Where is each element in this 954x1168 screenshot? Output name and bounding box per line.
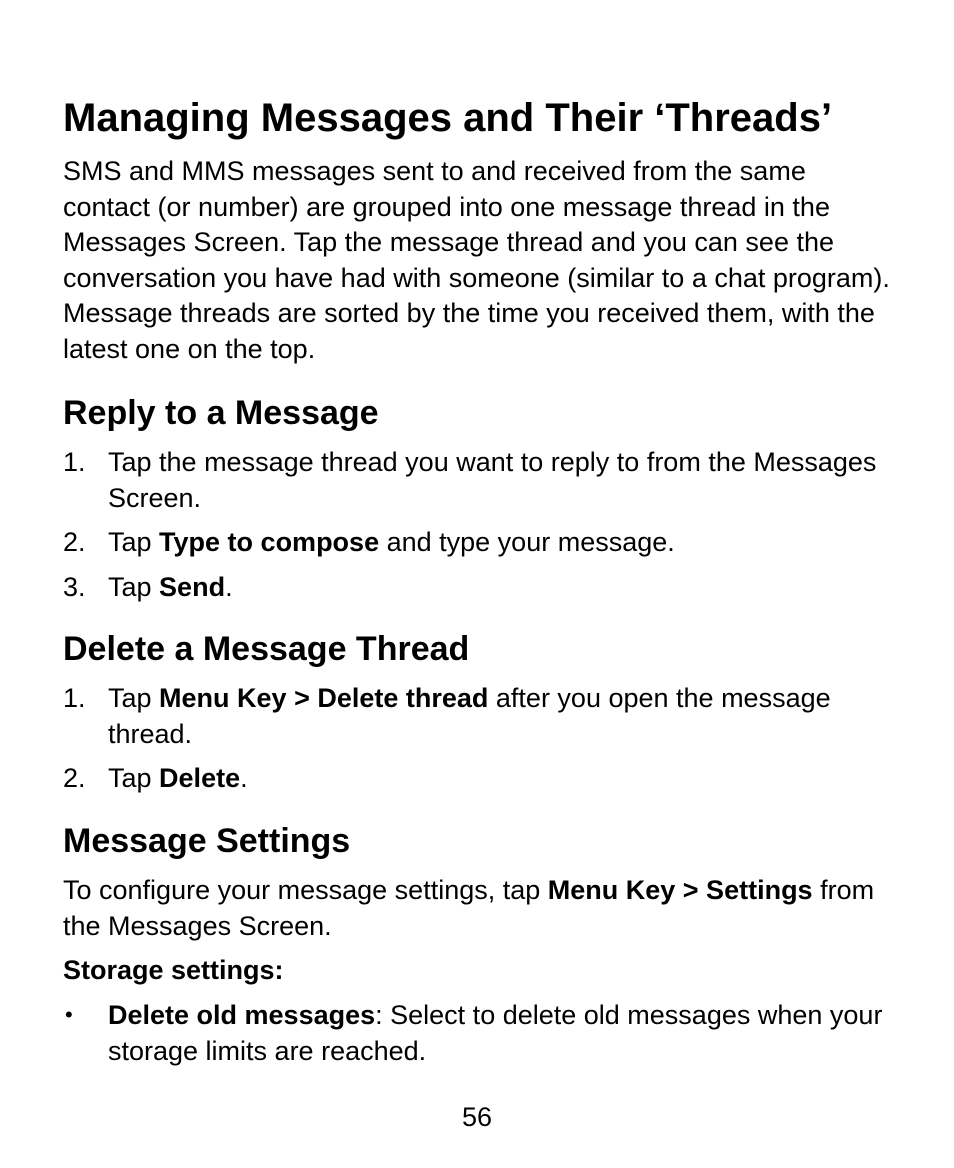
- step-number: 1.: [63, 683, 86, 713]
- step-number: 2.: [63, 763, 86, 793]
- settings-heading: Message Settings: [63, 822, 351, 860]
- reply-step-2: [63, 524, 893, 560]
- delete-step-1: [63, 680, 893, 752]
- settings-intro-pre: To configure your message settings, tap: [63, 875, 548, 905]
- reply-step-1: [63, 444, 893, 516]
- step-number: 1.: [63, 447, 86, 477]
- step-text: Tap the message thread you want to reply to from the Messages Screen.: [108, 447, 877, 513]
- step-text-pre: Tap: [108, 527, 160, 557]
- step-text-pre: Tap: [108, 763, 160, 793]
- reply-step-3: [63, 569, 893, 605]
- bullet-text-bold: Delete old messages: [108, 1000, 376, 1030]
- step-text-bold: Menu Key > Delete thread: [159, 683, 489, 713]
- step-text: [108, 760, 893, 796]
- delete-heading: Delete a Message Thread: [63, 630, 470, 668]
- settings-intro-post: from the Messages Screen.: [63, 875, 875, 941]
- settings-intro: [63, 872, 893, 944]
- page-number: 56: [461, 1102, 493, 1132]
- step-text-post: .: [240, 763, 248, 793]
- reply-heading: Reply to a Message: [63, 394, 379, 432]
- step-text-bold: Delete: [159, 763, 241, 793]
- bullet-text: [108, 997, 893, 1069]
- step-text-bold: Type to compose: [159, 527, 380, 557]
- settings-intro-bold: Menu Key > Settings: [547, 875, 813, 905]
- settings-bullet-item: [63, 997, 893, 1069]
- step-text: [108, 524, 893, 560]
- step-text-post: .: [225, 572, 233, 602]
- delete-step-2: [63, 760, 893, 796]
- step-text-post: and type your message.: [379, 527, 675, 557]
- step-text: [108, 680, 893, 752]
- storage-settings-label: Storage settings:: [63, 955, 284, 985]
- step-text: [108, 569, 893, 605]
- step-text-post: after you open the message thread.: [108, 683, 831, 749]
- step-text-pre: Tap: [108, 572, 160, 602]
- bullet-icon: •: [65, 1002, 73, 1027]
- step-text-bold: Send: [159, 572, 226, 602]
- step-text-pre: Tap: [108, 683, 160, 713]
- step-number: 2.: [63, 527, 86, 557]
- intro-paragraph: SMS and MMS messages sent to and received from the same contact (or number) are grouped into one message thread in the Messages Screen. Tap the message thread and you can see the conversation you have had with someone (similar to a chat program). Message threads are sorted by the time you received them, with the latest one on the top.: [63, 156, 890, 364]
- bullet-text-post: : Select to delete old messages when your storage limits are reached.: [108, 1000, 883, 1066]
- page-title: Managing Messages and Their ‘Threads’: [63, 96, 833, 140]
- step-number: 3.: [63, 572, 86, 602]
